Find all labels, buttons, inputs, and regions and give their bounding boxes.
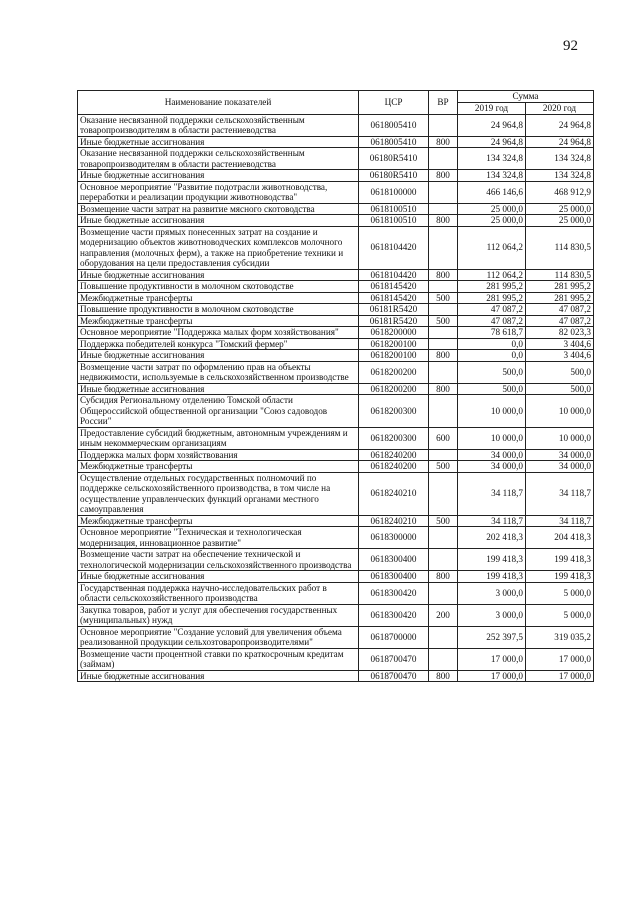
cell-vr: 500 — [429, 315, 458, 327]
table-row — [78, 395, 594, 428]
cell-csr: 06181R5420 — [359, 304, 429, 316]
cell-y2019: 3 000,0 — [458, 604, 526, 626]
budget-table — [77, 90, 594, 682]
cell-y2020: 3 404,6 — [526, 350, 594, 362]
cell-y2020: 34 000,0 — [526, 449, 594, 461]
table-row — [78, 114, 594, 136]
cell-y2019: 281 995,2 — [458, 281, 526, 293]
cell-name: Оказание несвязанной поддержки сельскохозяйственным товаропроизводителям в области растениеводства — [78, 114, 359, 136]
cell-name: Поддержка малых форм хозяйствования — [78, 449, 359, 461]
table-body — [78, 114, 594, 682]
cell-y2020: 17 000,0 — [526, 648, 594, 670]
table-row — [78, 327, 594, 339]
cell-csr: 0618005410 — [359, 136, 429, 148]
table-row — [78, 626, 594, 648]
table-row — [78, 427, 594, 449]
header-vr: ВР — [429, 91, 458, 115]
cell-y2019: 199 418,3 — [458, 571, 526, 583]
cell-csr: 0618300400 — [359, 571, 429, 583]
cell-vr: 800 — [429, 170, 458, 182]
cell-vr: 800 — [429, 215, 458, 227]
cell-csr: 0618200100 — [359, 338, 429, 350]
cell-y2019: 199 418,3 — [458, 549, 526, 571]
cell-y2019: 500,0 — [458, 383, 526, 395]
cell-vr — [429, 114, 458, 136]
header-sum: Сумма — [458, 91, 594, 103]
cell-csr: 0618300000 — [359, 527, 429, 549]
table-row — [78, 315, 594, 327]
cell-vr: 600 — [429, 427, 458, 449]
table-row — [78, 361, 594, 383]
cell-vr — [429, 304, 458, 316]
cell-y2020: 199 418,3 — [526, 549, 594, 571]
cell-y2020: 114 830,5 — [526, 226, 594, 269]
cell-csr: 0618240210 — [359, 515, 429, 527]
cell-vr — [429, 527, 458, 549]
cell-vr — [429, 549, 458, 571]
table-row — [78, 527, 594, 549]
cell-name: Субсидия Региональному отделению Томской области Общероссийской общественной организации "Союз садоводов России" — [78, 395, 359, 428]
cell-y2019: 10 000,0 — [458, 427, 526, 449]
cell-csr: 0618145420 — [359, 292, 429, 304]
cell-name: Иные бюджетные ассигнования — [78, 571, 359, 583]
cell-y2019: 34 000,0 — [458, 449, 526, 461]
table-row — [78, 338, 594, 350]
cell-y2019: 10 000,0 — [458, 395, 526, 428]
header-name: Наименование показателей — [78, 91, 359, 115]
cell-y2020: 204 418,3 — [526, 527, 594, 549]
cell-y2020: 134 324,8 — [526, 148, 594, 170]
cell-name: Осуществление отдельных государственных полномочий по поддержке сельскохозяйственного производства, в том числе на осуществление управленческих функций органами местного самоуправления — [78, 472, 359, 515]
cell-name: Межбюджетные трансферты — [78, 461, 359, 473]
cell-vr — [429, 338, 458, 350]
cell-vr — [429, 449, 458, 461]
cell-csr: 0618300420 — [359, 582, 429, 604]
cell-name: Оказание несвязанной поддержки сельскохозяйственным товаропроизводителям в области растениеводства — [78, 148, 359, 170]
table-row — [78, 515, 594, 527]
cell-vr: 800 — [429, 571, 458, 583]
cell-name: Основное мероприятие "Техническая и технологическая модернизация, инновационное развитие" — [78, 527, 359, 549]
table-row — [78, 215, 594, 227]
cell-vr — [429, 361, 458, 383]
cell-csr: 0618200300 — [359, 427, 429, 449]
cell-y2020: 25 000,0 — [526, 203, 594, 215]
cell-vr: 800 — [429, 383, 458, 395]
table-header — [78, 91, 594, 115]
cell-csr: 0618200000 — [359, 327, 429, 339]
cell-name: Иные бюджетные ассигнования — [78, 383, 359, 395]
table-row — [78, 148, 594, 170]
cell-vr: 800 — [429, 350, 458, 362]
table-row — [78, 604, 594, 626]
cell-vr — [429, 626, 458, 648]
cell-name: Межбюджетные трансферты — [78, 515, 359, 527]
cell-csr: 0618300420 — [359, 604, 429, 626]
cell-y2019: 25 000,0 — [458, 203, 526, 215]
table-row — [78, 226, 594, 269]
cell-csr: 0618700470 — [359, 670, 429, 682]
cell-y2019: 34 000,0 — [458, 461, 526, 473]
cell-csr: 0618005410 — [359, 114, 429, 136]
cell-name: Иные бюджетные ассигнования — [78, 350, 359, 362]
cell-vr: 500 — [429, 515, 458, 527]
cell-csr: 0618145420 — [359, 281, 429, 293]
cell-y2019: 134 324,8 — [458, 170, 526, 182]
cell-y2019: 34 118,7 — [458, 515, 526, 527]
cell-csr: 0618700470 — [359, 648, 429, 670]
cell-y2019: 112 064,2 — [458, 269, 526, 281]
cell-y2020: 500,0 — [526, 361, 594, 383]
cell-name: Возмещение части затрат по оформлению прав на объекты недвижимости, используемые в сельскохозяйственном производстве — [78, 361, 359, 383]
cell-csr: 06180R5410 — [359, 148, 429, 170]
cell-csr: 0618200200 — [359, 361, 429, 383]
cell-name: Возмещение части затрат на обеспечение технической и технологической модернизации сельскохозяйственного производства — [78, 549, 359, 571]
cell-csr: 06180R5410 — [359, 170, 429, 182]
cell-vr: 800 — [429, 269, 458, 281]
cell-vr — [429, 395, 458, 428]
cell-name: Возмещение части прямых понесенных затрат на создание и модернизацию объектов животноводческих комплексов молочного направления (молочных ферм), а также на приобретение техники и оборудования на цели предоставления субсидии — [78, 226, 359, 269]
cell-name: Поддержка победителей конкурса "Томский фермер" — [78, 338, 359, 350]
cell-y2019: 202 418,3 — [458, 527, 526, 549]
cell-csr: 0618240210 — [359, 472, 429, 515]
cell-y2019: 252 397,5 — [458, 626, 526, 648]
cell-y2020: 468 912,9 — [526, 181, 594, 203]
cell-y2019: 134 324,8 — [458, 148, 526, 170]
table-row — [78, 461, 594, 473]
cell-y2019: 47 087,2 — [458, 315, 526, 327]
table-row — [78, 269, 594, 281]
cell-csr: 0618104420 — [359, 226, 429, 269]
table-row — [78, 136, 594, 148]
cell-y2020: 82 023,3 — [526, 327, 594, 339]
cell-y2019: 78 618,7 — [458, 327, 526, 339]
table-row — [78, 449, 594, 461]
cell-y2020: 319 035,2 — [526, 626, 594, 648]
cell-y2020: 10 000,0 — [526, 427, 594, 449]
cell-csr: 0618240200 — [359, 449, 429, 461]
cell-name: Повышение продуктивности в молочном скотоводстве — [78, 304, 359, 316]
cell-vr — [429, 582, 458, 604]
cell-y2019: 466 146,6 — [458, 181, 526, 203]
cell-csr: 0618200300 — [359, 395, 429, 428]
cell-y2020: 47 087,2 — [526, 315, 594, 327]
cell-y2019: 0,0 — [458, 350, 526, 362]
cell-name: Возмещение части процентной ставки по краткосрочным кредитам (займам) — [78, 648, 359, 670]
cell-vr — [429, 181, 458, 203]
table-row — [78, 181, 594, 203]
cell-y2020: 5 000,0 — [526, 604, 594, 626]
table-row — [78, 281, 594, 293]
cell-csr: 06181R5420 — [359, 315, 429, 327]
cell-y2019: 112 064,2 — [458, 226, 526, 269]
cell-vr: 500 — [429, 292, 458, 304]
cell-name: Межбюджетные трансферты — [78, 292, 359, 304]
cell-y2020: 114 830,5 — [526, 269, 594, 281]
cell-csr: 0618200200 — [359, 383, 429, 395]
cell-y2019: 500,0 — [458, 361, 526, 383]
cell-y2020: 134 324,8 — [526, 170, 594, 182]
cell-name: Закупка товаров, работ и услуг для обеспечения государственных (муниципальных) нужд — [78, 604, 359, 626]
cell-y2020: 47 087,2 — [526, 304, 594, 316]
page-number: 92 — [563, 38, 578, 54]
cell-y2020: 5 000,0 — [526, 582, 594, 604]
cell-name: Возмещение части затрат на развитие мясного скотоводства — [78, 203, 359, 215]
cell-vr: 800 — [429, 136, 458, 148]
cell-y2019: 24 964,8 — [458, 114, 526, 136]
cell-vr: 800 — [429, 670, 458, 682]
cell-csr: 0618240200 — [359, 461, 429, 473]
table-row — [78, 571, 594, 583]
cell-y2020: 10 000,0 — [526, 395, 594, 428]
table-row — [78, 549, 594, 571]
cell-y2019: 3 000,0 — [458, 582, 526, 604]
table-row — [78, 170, 594, 182]
cell-name: Иные бюджетные ассигнования — [78, 269, 359, 281]
header-year-2019: 2019 год — [458, 103, 526, 115]
cell-name: Иные бюджетные ассигнования — [78, 170, 359, 182]
table-row — [78, 383, 594, 395]
cell-y2019: 0,0 — [458, 338, 526, 350]
cell-name: Основное мероприятие "Развитие подотрасли животноводства, переработки и реализации продукции животноводства" — [78, 181, 359, 203]
cell-y2020: 17 000,0 — [526, 670, 594, 682]
cell-y2020: 281 995,2 — [526, 292, 594, 304]
cell-csr: 0618100510 — [359, 215, 429, 227]
table-row — [78, 648, 594, 670]
table-row — [78, 292, 594, 304]
cell-name: Предоставление субсидий бюджетным, автономным учреждениям и иным некоммерческим организациям — [78, 427, 359, 449]
cell-vr — [429, 148, 458, 170]
cell-vr — [429, 648, 458, 670]
cell-y2020: 3 404,6 — [526, 338, 594, 350]
table-row — [78, 350, 594, 362]
cell-name: Иные бюджетные ассигнования — [78, 136, 359, 148]
header-csr: ЦСР — [359, 91, 429, 115]
cell-csr: 0618300400 — [359, 549, 429, 571]
cell-name: Межбюджетные трансферты — [78, 315, 359, 327]
table-row — [78, 472, 594, 515]
cell-name: Государственная поддержка научно-исследовательских работ в области сельскохозяйственного производства — [78, 582, 359, 604]
cell-y2019: 17 000,0 — [458, 648, 526, 670]
table-row — [78, 582, 594, 604]
table-row — [78, 203, 594, 215]
header-year-2020: 2020 год — [526, 103, 594, 115]
cell-y2020: 34 000,0 — [526, 461, 594, 473]
cell-csr: 0618104420 — [359, 269, 429, 281]
cell-csr: 0618200100 — [359, 350, 429, 362]
cell-name: Повышение продуктивности в молочном скотоводстве — [78, 281, 359, 293]
table-row — [78, 304, 594, 316]
cell-name: Основное мероприятие "Создание условий для увеличения объема реализованной продукции сельхозтоваропроизводителями" — [78, 626, 359, 648]
cell-y2019: 281 995,2 — [458, 292, 526, 304]
cell-vr — [429, 281, 458, 293]
cell-vr — [429, 203, 458, 215]
cell-vr: 500 — [429, 461, 458, 473]
cell-y2019: 17 000,0 — [458, 670, 526, 682]
cell-y2020: 199 418,3 — [526, 571, 594, 583]
cell-csr: 0618100000 — [359, 181, 429, 203]
cell-name: Иные бюджетные ассигнования — [78, 215, 359, 227]
cell-y2020: 500,0 — [526, 383, 594, 395]
cell-csr: 0618100510 — [359, 203, 429, 215]
cell-y2019: 25 000,0 — [458, 215, 526, 227]
cell-y2020: 281 995,2 — [526, 281, 594, 293]
cell-name: Иные бюджетные ассигнования — [78, 670, 359, 682]
cell-csr: 0618700000 — [359, 626, 429, 648]
cell-y2020: 34 118,7 — [526, 472, 594, 515]
cell-y2020: 24 964,8 — [526, 136, 594, 148]
cell-y2020: 34 118,7 — [526, 515, 594, 527]
cell-name: Основное мероприятие "Поддержка малых форм хозяйствования" — [78, 327, 359, 339]
table-row — [78, 670, 594, 682]
cell-y2019: 34 118,7 — [458, 472, 526, 515]
cell-y2019: 24 964,8 — [458, 136, 526, 148]
cell-y2020: 24 964,8 — [526, 114, 594, 136]
cell-vr — [429, 226, 458, 269]
cell-vr — [429, 472, 458, 515]
cell-y2020: 25 000,0 — [526, 215, 594, 227]
cell-y2019: 47 087,2 — [458, 304, 526, 316]
cell-vr — [429, 327, 458, 339]
cell-vr: 200 — [429, 604, 458, 626]
